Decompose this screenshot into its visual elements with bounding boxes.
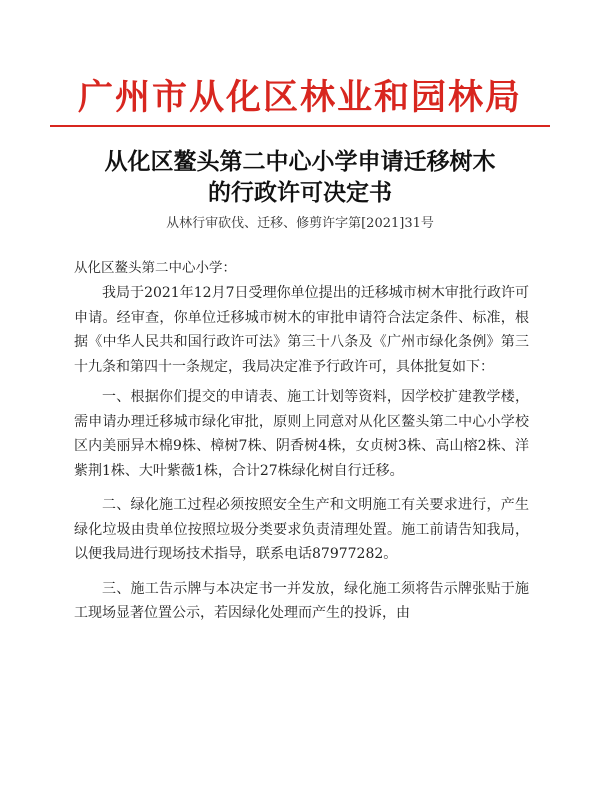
paragraph-item-2: 二、绿化施工过程必须按照安全生产和文明施工有关要求进行，产生绿化垃圾由贵单位按照垃圾分类要求负责清理处置。施工前请告知我局，以便我局进行现场技术指导，联系电话87977282。 <box>74 497 529 562</box>
document-number: 从林行审砍伐、迁移、修剪许字第[2021]31号 <box>166 216 434 231</box>
title-line-1: 从化区鳌头第二中心小学申请迁移树木 <box>104 149 496 175</box>
organization-header: 广州市从化区林业和园林局 <box>77 77 522 118</box>
document-body <box>74 281 529 636</box>
title-line-2: 的行政许可决定书 <box>208 180 392 206</box>
header-divider <box>50 125 550 127</box>
paragraph-item-3: 三、施工告示牌与本决定书一并发放，绿化施工须将告示牌张贴于施工现场显著位置公示，若因绿化处理而产生的投诉，由 <box>74 580 529 621</box>
document-title <box>0 147 600 209</box>
paragraph-intro: 我局于2021年12月7日受理你单位提出的迁移城市树木审批行政许可申请。经审查，你单位迁移城市树木的审批申请符合法定条件、标准，根据《中华人民共和国行政许可法》第三十八条及《广州市绿化条例》第三十九条和第四十一条规定，我局决定准予行政许可，具体批复如下： <box>74 285 529 375</box>
addressee: 从化区鳌头第二中心小学： <box>74 260 236 276</box>
paragraph-item-1: 一、根据你们提交的申请表、施工计划等资料，因学校扩建教学楼，需申请办理迁移城市绿化审批，原则上同意对从化区鳌头第二中心小学校区内美丽异木棉9株、樟树7株、阴香树4株，女贞树3株、高山榕2株、洋紫荆1株、大叶紫薇1株，合计27株绿化树自行迁移。 <box>74 389 529 479</box>
